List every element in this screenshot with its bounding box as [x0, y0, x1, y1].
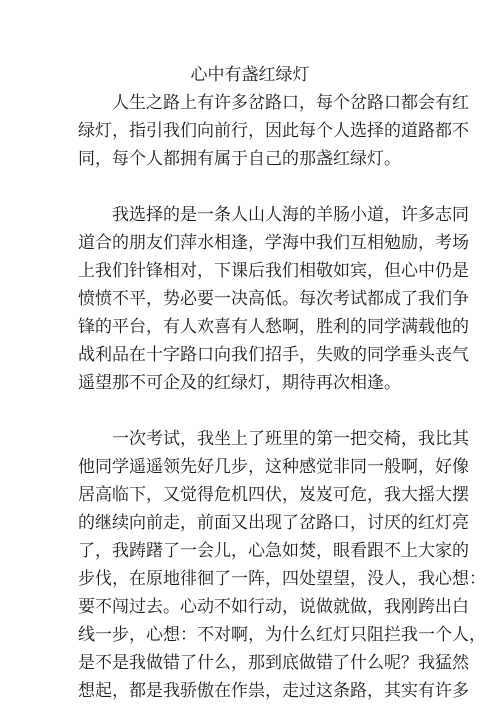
paragraph-2-line-7: 遥望那不可企及的红绿灯，期待再次相逢。	[78, 373, 401, 393]
paragraph-3-line-9: 是不是我做错了什么，那到底做错了什么呢？我猛然	[78, 653, 469, 673]
paragraph-1-line-1: 人生之路上有许多岔路口，每个岔路口都会有红	[112, 93, 469, 113]
document-title: 心中有盏红绿灯	[190, 65, 310, 85]
paragraph-3-line-10: 想起，都是我骄傲在作祟，走过这条路，其实有许多	[78, 681, 469, 701]
paragraph-3-line-3: 居高临下，又觉得危机四伏，岌岌可危，我大摇大摆	[78, 485, 469, 505]
paragraph-3-line-8: 线一步，心想：不对啊，为什么红灯只阻拦我一个人，	[78, 625, 486, 645]
paragraph-1-line-3: 同，每个人都拥有属于自己的那盏红绿灯。	[78, 149, 401, 169]
paragraph-2-line-3: 上我们针锋相对，下课后我们相敬如宾，但心中仍是	[78, 261, 469, 281]
paragraph-3-line-1: 一次考试，我坐上了班里的第一把交椅，我比其	[112, 429, 469, 449]
paragraph-3-line-7: 要不闯过去。心动不如行动，说做就做，我刚跨出白	[78, 597, 469, 617]
paragraph-2-line-6: 战利品在十字路口向我们招手，失败的同学垂头丧气	[78, 345, 469, 365]
paragraph-3-line-5: 了，我踌躇了一会儿，心急如焚，眼看跟不上大家的	[78, 541, 469, 561]
paragraph-2-line-2: 道合的朋友们萍水相逢，学海中我们互相勉励，考场	[78, 233, 469, 253]
paragraph-3-line-2: 他同学遥遥领先好几步，这种感觉非同一般啊，好像	[78, 457, 469, 477]
paragraph-3-line-4: 的继续向前走，前面又出现了岔路口，讨厌的红灯亮	[78, 513, 469, 533]
paragraph-2-line-5: 锋的平台，有人欢喜有人愁啊，胜利的同学满载他的	[78, 317, 469, 337]
paragraph-1-line-2: 绿灯，指引我们向前行，因此每个人选择的道路都不	[78, 121, 469, 141]
paragraph-2-line-1: 我选择的是一条人山人海的羊肠小道，许多志同	[112, 205, 469, 225]
paragraph-2-line-4: 愤愤不平，势必要一决高低。每次考试都成了我们争	[78, 289, 469, 309]
paragraph-3-line-6: 步伐，在原地徘徊了一阵，四处望望，没人，我心想：	[78, 569, 486, 589]
